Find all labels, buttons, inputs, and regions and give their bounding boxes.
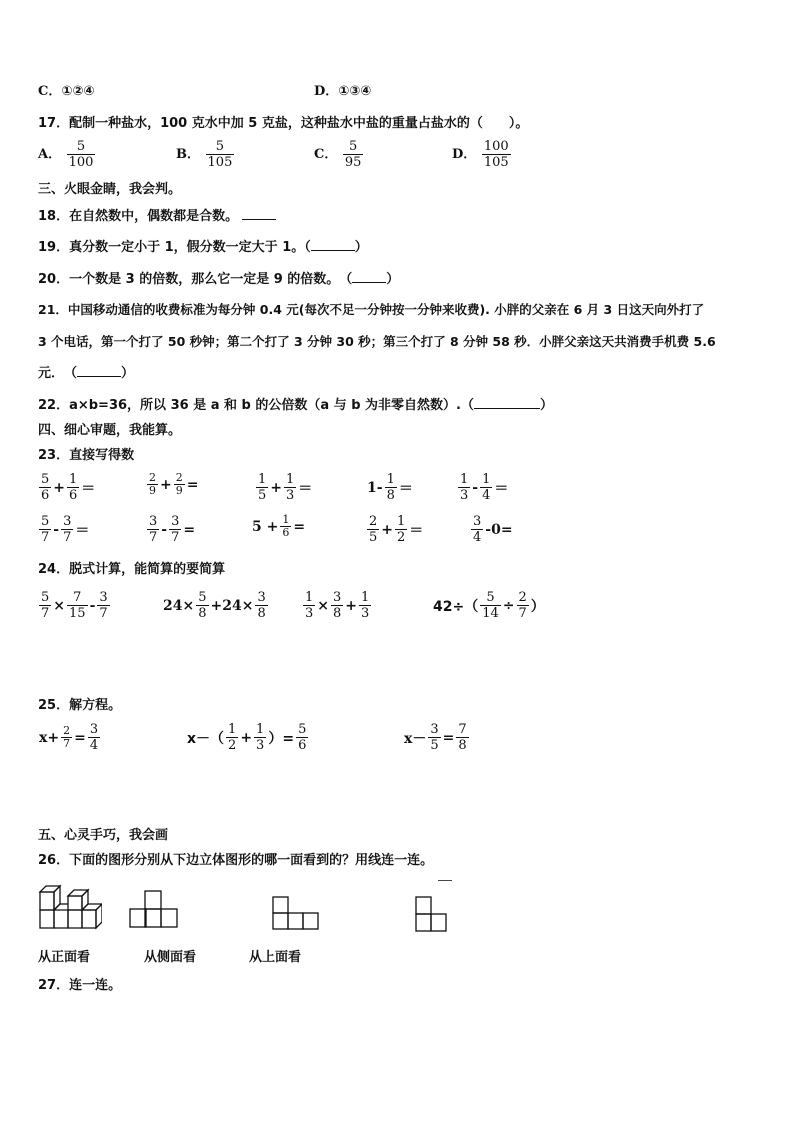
answer-blank[interactable]	[311, 238, 355, 251]
q23-r2-b: $\frac{3}{7}$ - $\frac{3}{7}$ =	[149, 514, 196, 545]
q24-title: 24．脱式计算，能简算的要简算	[38, 562, 226, 577]
q17-text: 17．配制一种盐水，100 克水中加 5 克盐，这种盐水中盐的重量占盐水的（ ）。	[38, 116, 529, 131]
q23-title: 23．直接写得数	[38, 448, 135, 463]
answer-blank[interactable]	[77, 364, 121, 377]
q18-text: 18．在自然数中，偶数都是合数。	[38, 207, 276, 226]
q23-r2-e: $\frac{3}{4}$ -0=	[473, 514, 513, 545]
section-4-heading: 四、细心审题，我能算。	[38, 423, 182, 438]
q23-r2-c: 5 + $\frac{1}{6}$ =	[252, 513, 306, 539]
caption-side-view: 从侧面看	[144, 950, 197, 965]
q17-option-d: D． $\frac{100}{105}$	[452, 139, 509, 170]
q24-b: 24× $\frac{5}{8}$ +24× $\frac{3}{8}$	[163, 590, 266, 621]
q21-line2: 3 个电话，第一个打了 50 秒钟；第二个打了 3 分钟 30 秒；第三个打了 8 分钟 58 秒．小胖父亲这天共消费手机费 5.6	[38, 334, 716, 349]
q23-r2-d: $\frac{2}{5}$ + $\frac{1}{2}$ ＝	[369, 514, 424, 545]
answer-blank[interactable]	[352, 270, 386, 283]
stray-mark	[438, 880, 452, 881]
q20-text: 20．一个数是 3 的倍数，那么它一定是 9 的倍数。 （ ）	[38, 272, 400, 287]
q22-text: 22．a×b=36，所以 36 是 a 和 b 的公倍数（a 与 b 为非零自然数）.（ ）	[38, 398, 553, 413]
q24-d: 42÷（ $\frac{5}{14}$ ÷ $\frac{2}{7}$ ）	[433, 590, 545, 621]
q17-option-a: A． $\frac{5}{100}$	[38, 139, 94, 170]
answer-blank[interactable]	[474, 396, 540, 409]
caption-front-view: 从正面看	[38, 950, 91, 965]
q17-option-c: C． $\frac{5}{95}$	[314, 139, 362, 170]
q23-r1-d: 1- $\frac{1}{8}$ ＝	[367, 472, 413, 503]
fraction: $\frac{100}{105}$	[483, 139, 509, 170]
front-view-shape	[129, 889, 179, 929]
section-3-heading: 三、火眼金睛，我会判。	[38, 182, 182, 197]
q25-b: x－（ $\frac{1}{2}$ + $\frac{1}{3}$ ）= $\frac{5}{6}$	[187, 722, 307, 753]
fraction: $\frac{5}{95}$	[344, 139, 362, 170]
q19-text: 19．真分数一定小于 1，假分数一定大于 1。（ ）	[38, 240, 368, 255]
q21-line3: 元． （ ）	[38, 366, 135, 381]
q16-option-c: C．①②④	[38, 84, 95, 99]
answer-blank[interactable]	[242, 207, 276, 220]
q23-r1-c: $\frac{1}{5}$ + $\frac{1}{3}$ ＝	[258, 472, 313, 503]
fraction: $\frac{5}{105}$	[207, 139, 233, 170]
q25-a: x+ $\frac{2}{7}$ = $\frac{3}{4}$	[39, 722, 99, 753]
q23-r2-a: $\frac{5}{7}$ - $\frac{3}{7}$ ＝	[41, 514, 90, 545]
q17-option-b: B． $\frac{5}{105}$	[176, 139, 233, 170]
q25-title: 25．解方程。	[38, 698, 122, 713]
q24-a: $\frac{5}{7}$ × $\frac{7}{15}$ - $\frac{3}{7}$	[41, 590, 108, 621]
side-view-shape	[414, 895, 448, 933]
3d-solid-figure	[38, 882, 102, 930]
q24-c: $\frac{1}{3}$ × $\frac{3}{8}$ + $\frac{1}{3}$	[305, 590, 370, 621]
q23-r1-a: $\frac{5}{6}$ + $\frac{1}{6}$ ＝	[41, 472, 96, 503]
q26-text: 26．下面的图形分别从下边立体图形的哪一面看到的？用线连一连。	[38, 853, 434, 868]
q23-r1-b: $\frac{2}{9}$ + $\frac{2}{9}$ =	[149, 471, 199, 497]
q25-c: x－ $\frac{3}{5}$ = $\frac{7}{8}$	[404, 722, 467, 753]
section-5-heading: 五、心灵手巧，我会画	[38, 828, 169, 843]
q27-text: 27．连一连。	[38, 978, 122, 993]
fraction: $\frac{5}{100}$	[68, 139, 94, 170]
top-view-shape	[272, 895, 320, 931]
caption-top-view: 从上面看	[249, 950, 302, 965]
q16-option-d: D．①③④	[314, 84, 372, 99]
q21-line1: 21．中国移动通信的收费标准为每分钟 0.4 元(每次不足一分钟按一分钟来收费). 小胖的父亲在 6 月 3 日这天向外打了	[38, 302, 705, 317]
q23-r1-e: $\frac{1}{3}$ - $\frac{1}{4}$ ＝	[460, 472, 509, 503]
